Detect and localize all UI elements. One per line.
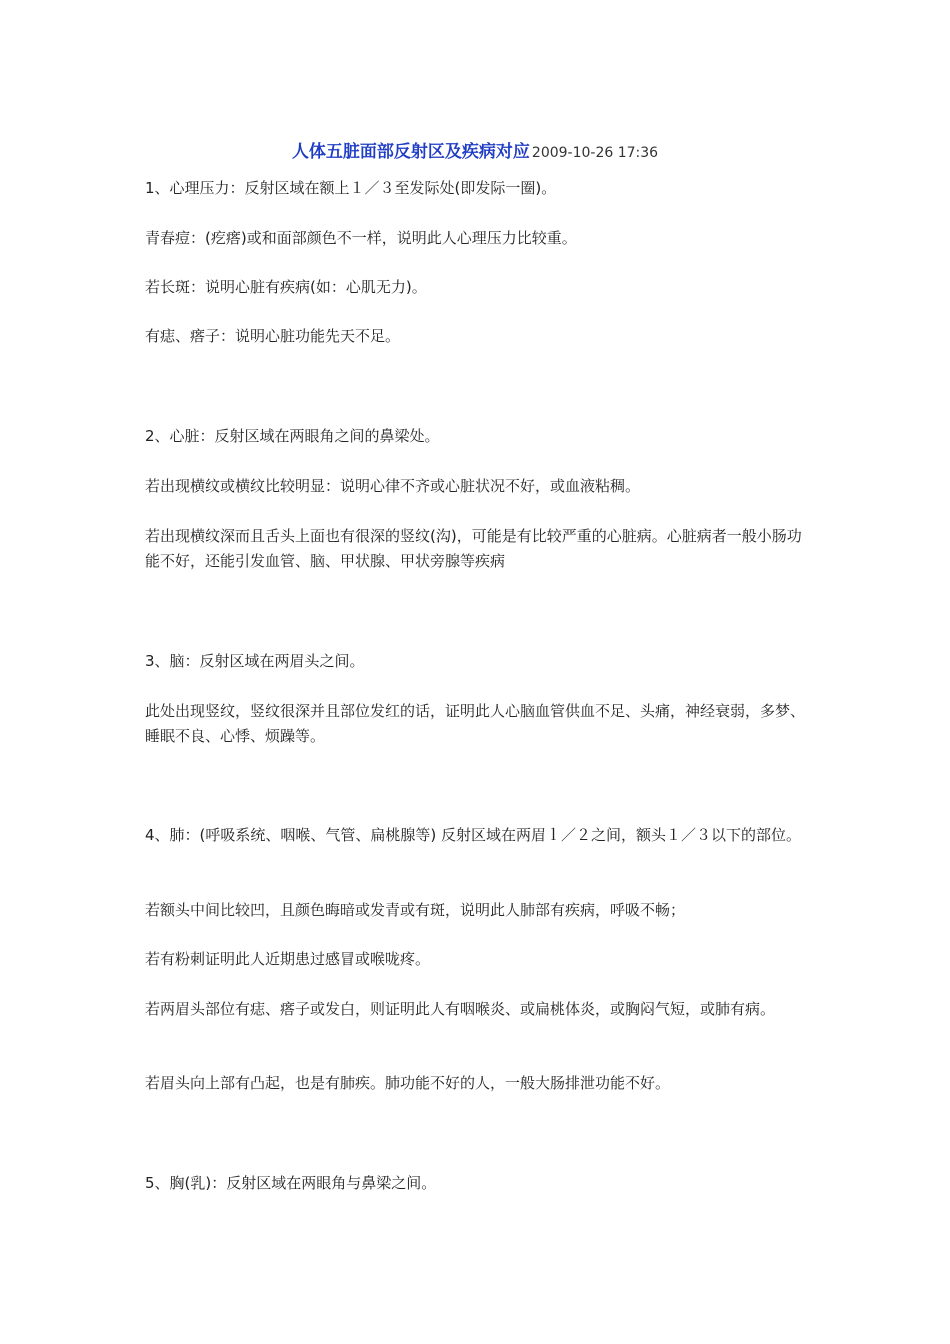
paragraph-12: 若有粉刺证明此人近期患过感冒或喉咙疼。 bbox=[145, 950, 431, 968]
paragraph-11: 若额头中间比较凹，且颜色晦暗或发青或有斑，说明此人肺部有疾病，呼吸不畅； bbox=[145, 901, 686, 919]
paragraph-6: 若出现横纹或横纹比较明显：说明心律不齐或心脏状况不好，或血液粘稠。 bbox=[145, 477, 641, 495]
paragraph-2: 青春痘：(疙瘩)或和面部颜色不一样，说明此人心理压力比较重。 bbox=[145, 229, 577, 247]
paragraph-8: 3、脑：反射区域在两眉头之间。 bbox=[145, 652, 365, 670]
paragraph-10: 4、肺：(呼吸系统、咽喉、气管、扁桃腺等) 反射区域在两眉ｌ／２之间，额头１／３以下的部位。 bbox=[145, 826, 802, 844]
paragraph-1: 1、心理压力：反射区域在额上１／３至发际处(即发际一圈)。 bbox=[145, 179, 557, 197]
paragraph-9: 此处出现竖纹，竖纹很深并且部位发红的话，证明此人心脑血管供血不足、头痛，神经衰弱，多梦、睡眠不良、心悸、烦躁等。 bbox=[145, 702, 806, 745]
paragraph-3: 若长斑：说明心脏有疾病(如：心肌无力)。 bbox=[145, 278, 427, 296]
paragraph-7: 若出现横纹深而且舌头上面也有很深的竖纹(沟)，可能是有比较严重的心脏病。心脏病者一般小肠功能不好，还能引发血管、脑、甲状腺、甲状旁腺等疾病 bbox=[145, 527, 802, 570]
paragraph-5: 2、心脏：反射区域在两眼角之间的鼻梁处。 bbox=[145, 427, 440, 445]
post-date: 2009-10-26 17:36 bbox=[531, 145, 659, 161]
paragraph-4: 有痣、瘩子：说明心脏功能先天不足。 bbox=[145, 327, 401, 345]
title-line bbox=[0, 140, 950, 165]
article-title[interactable]: 人体五脏面部反射区及疾病对应 bbox=[291, 142, 530, 162]
paragraph-15: 5、胸(乳)：反射区域在两眼角与鼻梁之间。 bbox=[145, 1174, 437, 1192]
paragraph-13: 若两眉头部位有痣、瘩子或发白，则证明此人有咽喉炎、或扁桃体炎，或胸闷气短，或肺有病。 bbox=[145, 1000, 776, 1018]
paragraph-14: 若眉头向上部有凸起，也是有肺疾。肺功能不好的人，一般大肠排泄功能不好。 bbox=[145, 1074, 671, 1092]
